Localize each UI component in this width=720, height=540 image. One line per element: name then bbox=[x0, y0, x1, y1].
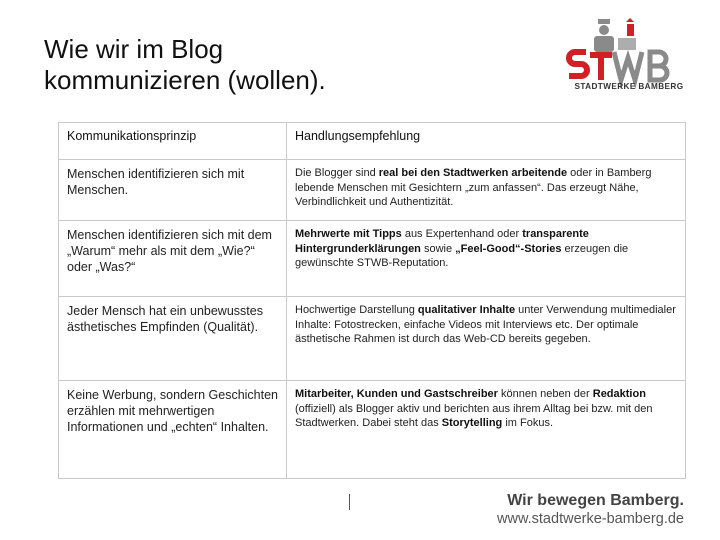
table-row bbox=[59, 221, 686, 297]
principle-cell: Jeder Mensch hat ein unbewusstes ästhetisches Empfinden (Qualität). bbox=[59, 297, 287, 381]
table-row bbox=[59, 381, 686, 479]
column-header-recommendation: Handlungsempfehlung bbox=[287, 123, 686, 160]
recommendation-cell: Mehrwerte mit Tipps aus Expertenhand oder transparente Hintergrunderklärungen sowie „Feel-Good“-Stories erzeugen die gewünschte STWB-Reputation. bbox=[287, 221, 686, 297]
footer-slogan: Wir bewegen Bamberg. bbox=[507, 492, 684, 509]
text-cursor bbox=[349, 494, 350, 510]
slide-title-line1: Wie wir im Blog bbox=[44, 34, 224, 64]
principles-table bbox=[58, 122, 686, 479]
wordmark-graphic bbox=[569, 52, 667, 80]
principle-cell: Menschen identifizieren sich mit Menschen. bbox=[59, 160, 287, 221]
footer-url[interactable]: www.stadtwerke-bamberg.de bbox=[497, 511, 684, 527]
table-row bbox=[59, 297, 686, 381]
column-header-principle: Kommunikationsprinzip bbox=[59, 123, 287, 160]
principle-cell: Menschen identifizieren sich mit dem „Warum“ mehr als mit dem „Wie?“ oder „Was?“ bbox=[59, 221, 287, 297]
recommendation-cell: Mitarbeiter, Kunden und Gastschreiber können neben der Redaktion (offiziell) als Blogger aktiv und berichten aus ihrem Alltag bei bzw. mit den Stadtwerken. Dabei steht das Storytelling im Fokus. bbox=[287, 381, 686, 479]
logo-subtitle: STADTWERKE BAMBERG bbox=[574, 82, 684, 91]
recommendation-cell: Die Blogger sind real bei den Stadtwerken arbeitende oder in Bamberg lebende Menschen mit Gesichtern „zum anfassen“. Das erzeugt Nähe, Verbindlichkeit und Authentizität. bbox=[287, 160, 686, 221]
mascot-icon bbox=[594, 18, 636, 52]
recommendation-cell: Hochwertige Darstellung qualitativer Inhalte unter Verwendung multimedialer Inhalte: Fotostrecken, einfache Videos mit Interviews etc. Der optimale ästhetische Rahmen ist durch das Web-CD bereits gegeben. bbox=[287, 297, 686, 381]
table-row bbox=[59, 160, 686, 221]
table-header-row bbox=[59, 123, 686, 160]
principle-cell: Keine Werbung, sondern Geschichten erzählen mit mehrwertigen Informationen und „echten“ Inhalten. bbox=[59, 381, 287, 479]
slide-title bbox=[44, 34, 326, 96]
slide-title-line2: kommunizieren (wollen). bbox=[44, 65, 326, 95]
